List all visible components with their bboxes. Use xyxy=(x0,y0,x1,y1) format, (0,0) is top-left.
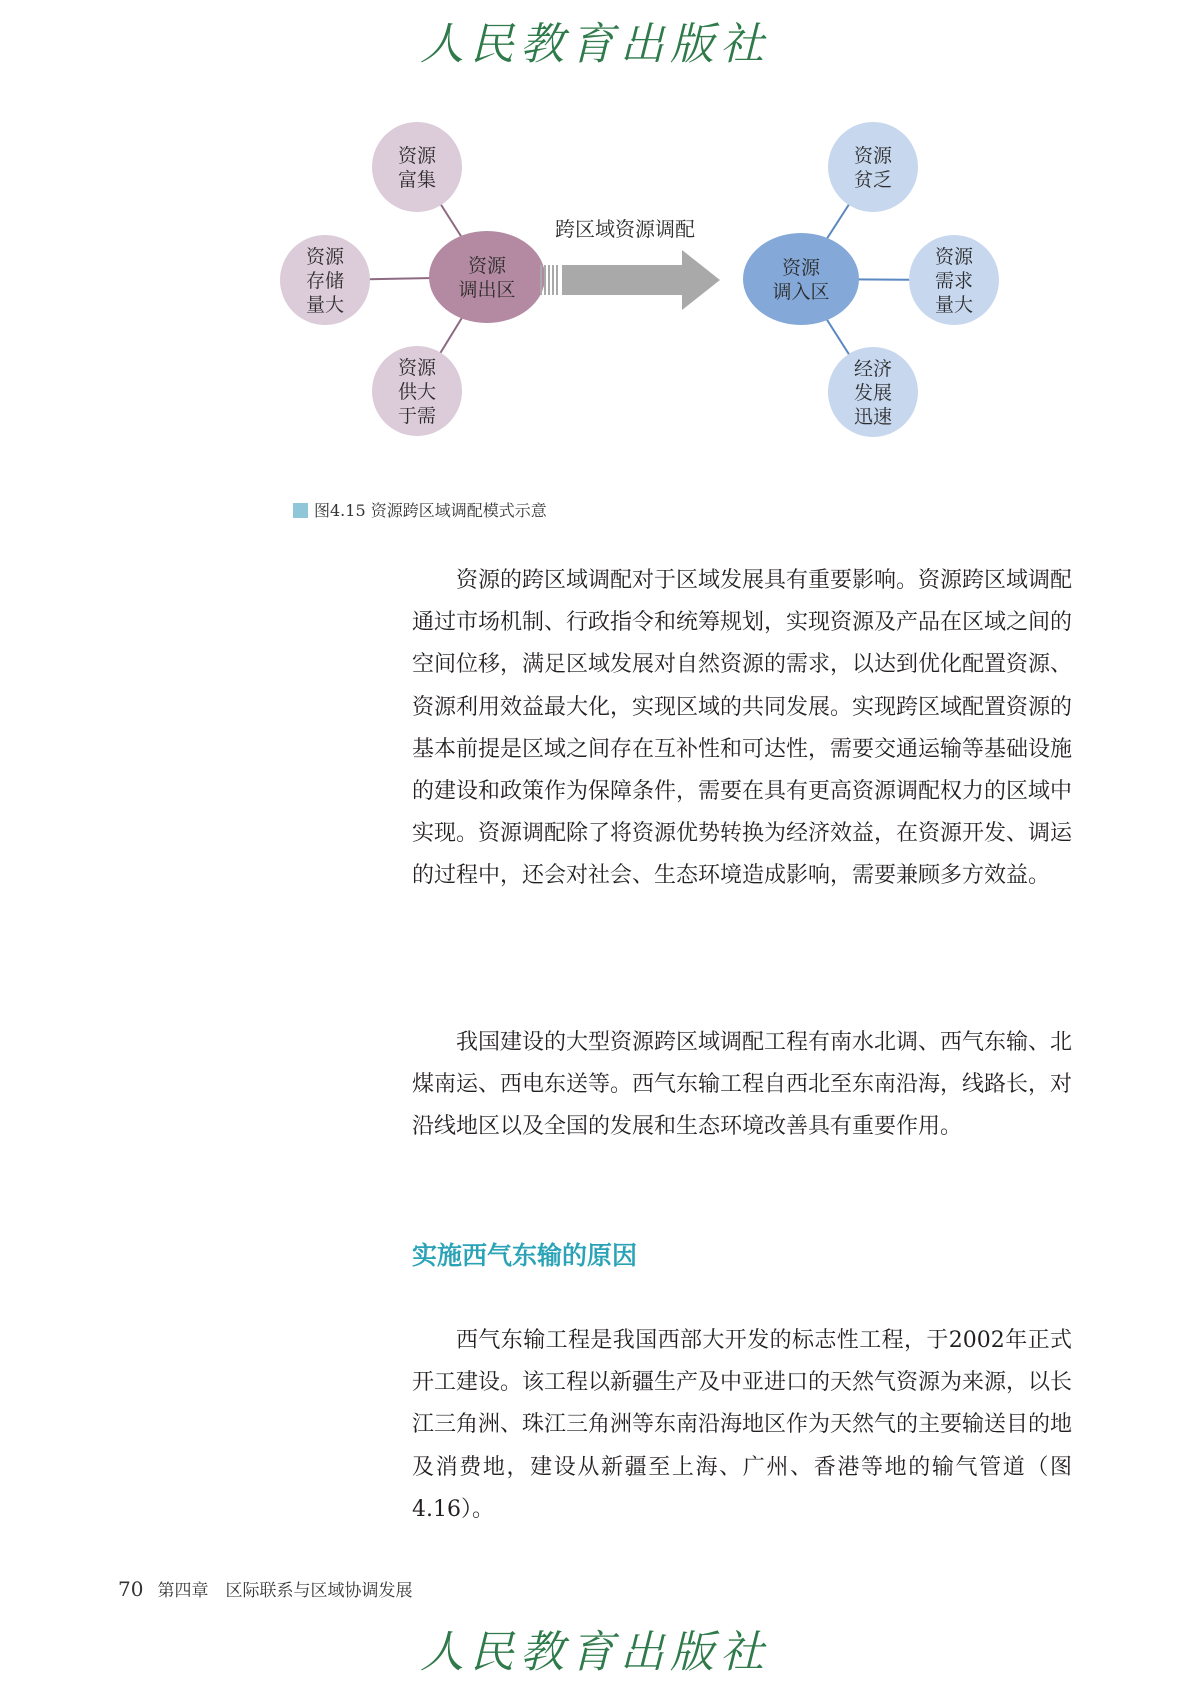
source-satellite-3-label-line-1: 资源 xyxy=(397,357,437,379)
target-center xyxy=(743,233,859,325)
publisher-watermark-bottom: 人民教育出版社 xyxy=(420,1627,770,1678)
target-center-label-line-2: 调入区 xyxy=(772,281,830,303)
target-satellite-3-label-line-2: 发展 xyxy=(853,382,893,404)
section-paragraph: 西气东输工程是我国西部大开发的标志性工程，于2002年正式开工建设。该工程以新疆生产及中亚进口的天然气资源为来源，以长江三角洲、珠江三角洲等东南沿海地区作为天然气的主要输送目的地及消费地，建设从新疆至上海、广州、香港等地的输气管道（图4.16）。 xyxy=(412,1328,1073,1522)
target-satellite-3-label-line-3: 迅速 xyxy=(853,406,893,428)
page-footer xyxy=(118,1576,412,1601)
section-heading: 实施西气东输的原因 xyxy=(412,1241,638,1270)
target-satellite-2-label-line-1: 资源 xyxy=(934,246,974,268)
target-satellite-2-label-line-3: 量大 xyxy=(934,294,974,316)
source-satellite-1-label-line-2: 富集 xyxy=(397,169,437,191)
target-satellite-3-label-line-1: 经济 xyxy=(853,358,893,380)
arrow-stripe-2 xyxy=(544,265,546,295)
arrow-stripe-1 xyxy=(540,265,542,295)
target-satellite-1-label-line-1: 资源 xyxy=(853,145,893,167)
target-center-label-line-1: 资源 xyxy=(781,257,821,279)
transfer-arrow-icon xyxy=(562,250,720,310)
arrow-stripe-3 xyxy=(548,265,550,295)
publisher-watermark-top: 人民教育出版社 xyxy=(420,19,770,70)
target-satellite-2-label-line-2: 需求 xyxy=(934,270,974,292)
source-satellite-2-label-line-3: 量大 xyxy=(305,294,345,316)
source-center-label-line-2: 调出区 xyxy=(458,279,516,301)
source-satellite-3-label-line-2: 供大 xyxy=(397,381,437,403)
figure-caption: 图4.15 资源跨区域调配模式示意 xyxy=(293,498,547,521)
caption-marker-icon xyxy=(293,503,308,518)
source-satellite-2-label-line-2: 存储 xyxy=(305,270,345,292)
arrow-stripe-4 xyxy=(552,265,554,295)
source-satellite-1-label-line-1: 资源 xyxy=(397,145,437,167)
resource-allocation-diagram xyxy=(270,105,1010,485)
source-satellite-3-label-line-3: 于需 xyxy=(397,405,437,427)
page-number: 70 xyxy=(118,1577,144,1601)
source-satellite-2-label-line-1: 资源 xyxy=(305,246,345,268)
body-paragraph-1: 资源的跨区域调配对于区域发展具有重要影响。资源跨区域调配通过市场机制、行政指令和统筹规划，实现资源及产品在区域之间的空间位移，满足区域发展对自然资源的需求，以达到优化配置资源、资源利用效益最大化，实现区域的共同发展。实现跨区域配置资源的基本前提是区域之间存在互补性和可达性，需要交通运输等基础设施的建设和政策作为保障条件，需要在具有更高资源调配权力的区域中实现。资源调配除了将资源优势转换为经济效益，在资源开发、调运的过程中，还会对社会、生态环境造成影响，需要兼顾多方效益。 xyxy=(412,568,1073,889)
body-paragraph-2: 我国建设的大型资源跨区域调配工程有南水北调、西气东输、北煤南运、西电东送等。西气东输工程自西北至东南沿海，线路长，对沿线地区以及全国的发展和生态环境改善具有重要作用。 xyxy=(412,1030,1073,1140)
target-satellite-1 xyxy=(828,122,918,212)
arrow-stripe-5 xyxy=(556,265,558,295)
source-satellite-1 xyxy=(372,122,462,212)
arrow-title: 跨区域资源调配 xyxy=(555,217,695,241)
chapter-title: 第四章 区际联系与区域协调发展 xyxy=(157,1581,413,1601)
source-center-label-line-1: 资源 xyxy=(467,255,507,277)
target-satellite-1-label-line-2: 贫乏 xyxy=(853,169,893,191)
source-center xyxy=(429,231,545,323)
